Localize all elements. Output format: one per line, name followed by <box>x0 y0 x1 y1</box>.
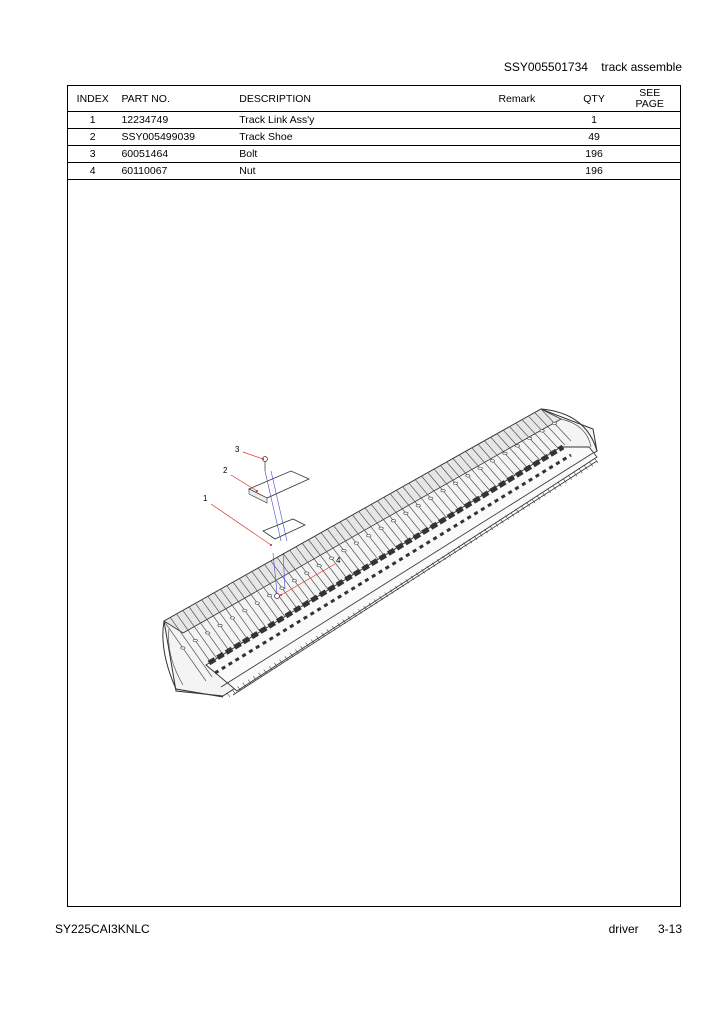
cell-index: 4 <box>68 163 117 180</box>
col-index-header: INDEX <box>68 86 117 112</box>
col-part-no-header: PART NO. <box>117 86 235 112</box>
cell-description: Nut <box>235 163 494 180</box>
callout-2: 2 <box>223 466 228 475</box>
cell-description: Track Link Ass'y <box>235 112 494 129</box>
footer-page-number: 3-13 <box>657 922 682 936</box>
cell-qty: 49 <box>569 129 620 146</box>
cell-part-no: 60110067 <box>117 163 235 180</box>
document-header <box>504 60 682 74</box>
col-remark-header: Remark <box>494 86 568 112</box>
cell-description: Track Shoe <box>235 129 494 146</box>
cell-qty: 196 <box>569 146 620 163</box>
callout-3: 3 <box>235 445 240 454</box>
cell-index: 3 <box>68 146 117 163</box>
footer-model: SY225CAI3KNLC <box>55 922 150 936</box>
cell-qty: 196 <box>569 163 620 180</box>
see-page-line-1: SEE <box>639 86 661 99</box>
cell-description: Bolt <box>235 146 494 163</box>
cell-part-no: 12234749 <box>117 112 235 129</box>
parts-page-frame <box>67 85 681 907</box>
cell-index: 2 <box>68 129 117 146</box>
col-qty-header: QTY <box>569 86 620 112</box>
cell-qty: 1 <box>569 112 620 129</box>
callout-1: 1 <box>203 494 208 503</box>
callout-4: 4 <box>336 556 341 565</box>
footer-section: driver <box>608 922 639 936</box>
footer-page-info <box>609 922 682 936</box>
header-part-code: SSY005501734 <box>503 60 588 74</box>
cell-index: 1 <box>68 112 117 129</box>
cell-part-no: SSY005499039 <box>117 129 235 146</box>
col-description-header: DESCRIPTION <box>235 86 494 112</box>
see-page-line-2: PAGE <box>635 97 664 110</box>
track-assembly-drawing <box>68 86 680 906</box>
cell-part-no: 60051464 <box>117 146 235 163</box>
header-assembly-name: track assemble <box>601 60 682 74</box>
